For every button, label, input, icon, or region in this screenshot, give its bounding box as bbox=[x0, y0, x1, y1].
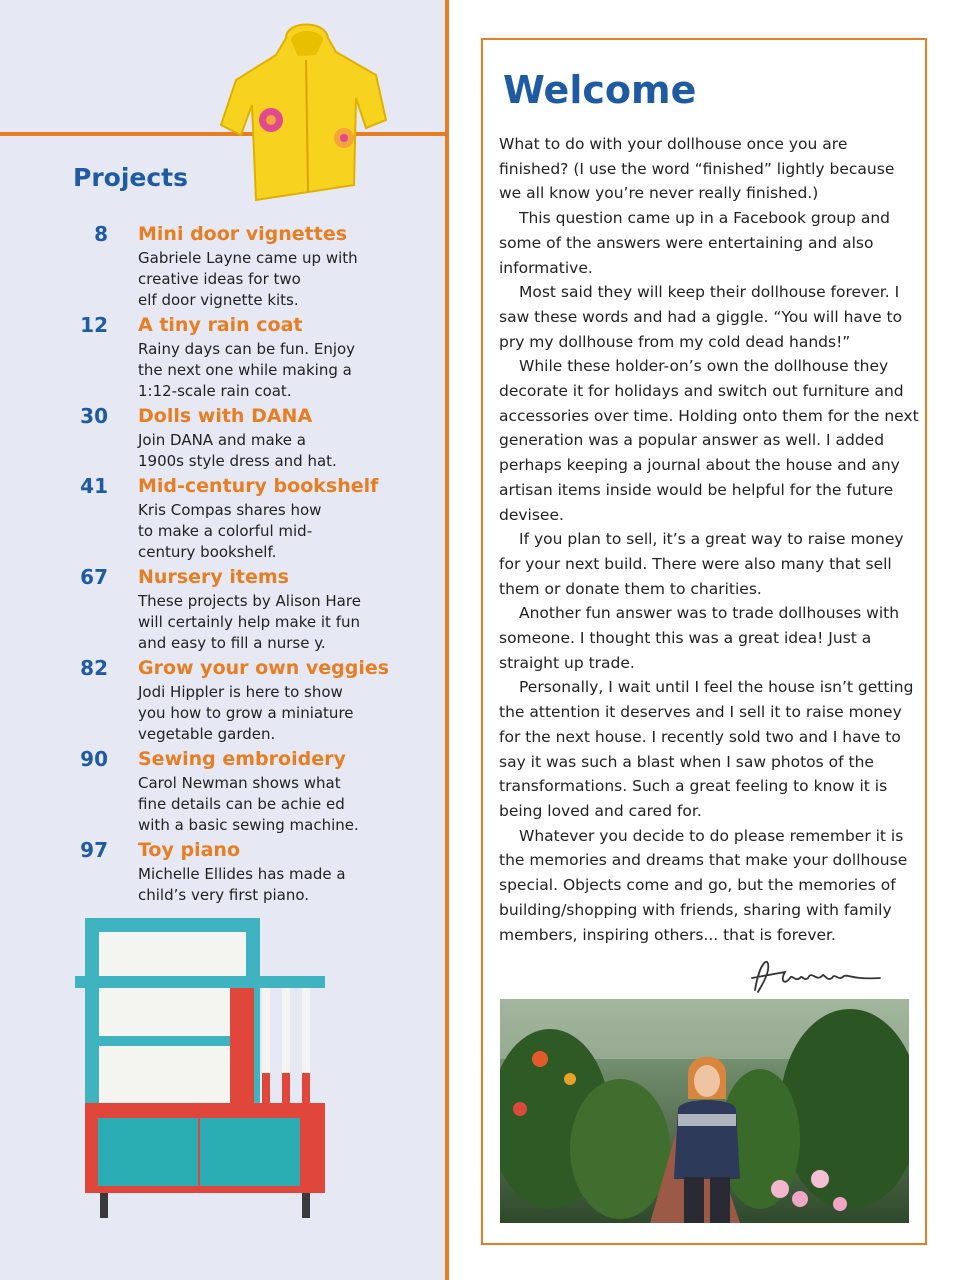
project-item bbox=[58, 654, 443, 745]
projects-list bbox=[58, 220, 443, 906]
project-item bbox=[58, 836, 443, 906]
project-title[interactable]: A tiny rain coat bbox=[138, 314, 303, 336]
welcome-paragraph: Most said they will keep their dollhouse forever. I saw these words and had a giggle. “You will have to pry my dollhouse from my cold dead hands!” bbox=[499, 283, 903, 351]
project-page-number: 82 bbox=[80, 656, 108, 680]
bookshelf-image bbox=[70, 918, 340, 1218]
project-item bbox=[58, 220, 443, 311]
welcome-paragraph: While these holder-on’s own the dollhouse they decorate it for holidays and switch out furniture and accessories over time. Holding onto them for the next generation was a popular answer as well. I added perhaps keeping a journal about the house and any artisan items inside would be helpful for the future devisee. bbox=[499, 357, 919, 524]
project-page-number: 41 bbox=[80, 474, 108, 498]
welcome-heading: Welcome bbox=[503, 68, 697, 112]
project-page-number: 12 bbox=[80, 313, 108, 337]
rain-coat-image bbox=[216, 20, 388, 205]
project-item bbox=[58, 745, 443, 836]
project-title[interactable]: Dolls with DANA bbox=[138, 405, 313, 427]
project-item bbox=[58, 472, 443, 563]
project-page-number: 30 bbox=[80, 404, 108, 428]
project-page-number: 97 bbox=[80, 838, 108, 862]
welcome-paragraph: This question came up in a Facebook group and some of the answers were entertaining and also informative. bbox=[499, 209, 891, 277]
project-description: Join DANA and make a 1900s style dress and hat. bbox=[138, 431, 337, 470]
project-item bbox=[58, 563, 443, 654]
project-item bbox=[58, 402, 443, 472]
editor-photo bbox=[500, 999, 909, 1223]
project-description: Gabriele Layne came up with creative ideas for two elf door vignette kits. bbox=[138, 249, 358, 309]
project-description: Jodi Hippler is here to show you how to grow a miniature vegetable garden. bbox=[138, 683, 354, 743]
project-description: These projects by Alison Hare will certainly help make it fun and easy to fill a nurse y. bbox=[138, 592, 361, 652]
welcome-paragraph: What to do with your dollhouse once you are finished? (I use the word “finished” lightly because we all know you’re never really finished.) bbox=[499, 135, 895, 203]
project-item bbox=[58, 311, 443, 402]
welcome-paragraph: If you plan to sell, it’s a great way to raise money for your next build. There were also many that sell them or donate them to charities. bbox=[499, 530, 904, 598]
project-page-number: 90 bbox=[80, 747, 108, 771]
project-page-number: 8 bbox=[94, 222, 108, 246]
welcome-paragraph: Personally, I wait until I feel the house isn’t getting the attention it deserves and I sell it to raise money for the next house. I recently sold two and I have to say it was such a blast when I saw photos of the transformations. Such a great feeling to know it is being loved and cared for. bbox=[499, 678, 914, 820]
project-description: Kris Compas shares how to make a colorful mid- century bookshelf. bbox=[138, 501, 322, 561]
column-divider bbox=[445, 0, 449, 1280]
project-description: Carol Newman shows what fine details can be achie ed with a basic sewing machine. bbox=[138, 774, 359, 834]
project-title[interactable]: Grow your own veggies bbox=[138, 657, 390, 679]
project-page-number: 67 bbox=[80, 565, 108, 589]
project-title[interactable]: Nursery items bbox=[138, 566, 289, 588]
welcome-body bbox=[499, 132, 919, 947]
project-title[interactable]: Toy piano bbox=[138, 839, 241, 861]
projects-heading: Projects bbox=[73, 163, 189, 192]
editor-signature bbox=[740, 950, 890, 1000]
welcome-paragraph: Whatever you decide to do please remember it is the memories and dreams that make your dollhouse special. Objects come and go, but the memories of building/shopping with friends, sharing with family members, inspiring others... that is forever. bbox=[499, 826, 908, 944]
project-title[interactable]: Sewing embroidery bbox=[138, 748, 346, 770]
project-title[interactable]: Mini door vignettes bbox=[138, 223, 348, 245]
welcome-paragraph: Another fun answer was to trade dollhouses with someone. I thought this was a great idea! Just a straight up trade. bbox=[499, 604, 900, 672]
project-title[interactable]: Mid-century bookshelf bbox=[138, 475, 379, 497]
project-description: Michelle Ellides has made a child’s very first piano. bbox=[138, 865, 346, 904]
project-description: Rainy days can be fun. Enjoy the next one while making a 1:12-scale rain coat. bbox=[138, 340, 356, 400]
